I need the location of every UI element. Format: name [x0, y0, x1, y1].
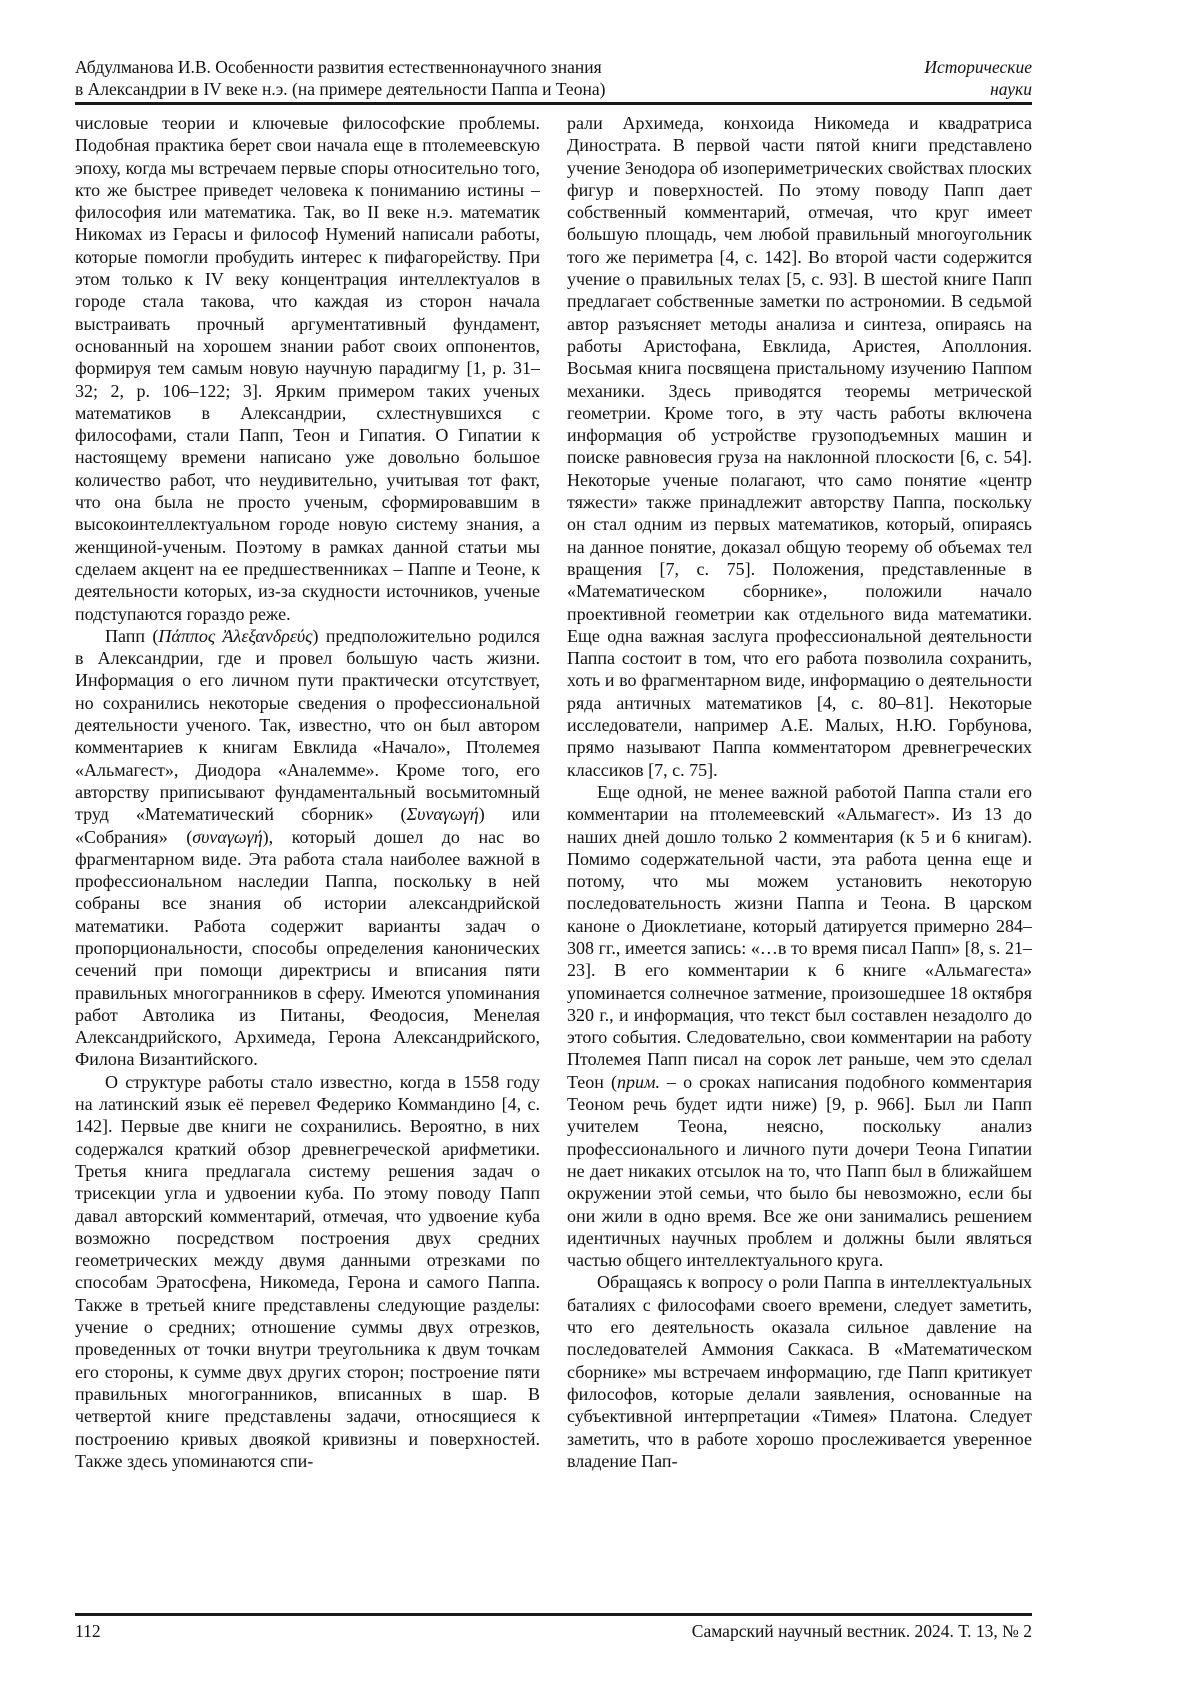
- running-header: [75, 56, 1032, 100]
- header-section-line2: науки: [990, 79, 1032, 99]
- text-run: Еще одной, не менее важной работой Паппа стали его комментарии на птолемеевский «Альмагест». Из 13 до наших дней дошло только 2 комментария (к 5 и 6 книгам). Помимо содержательной части, эта работа ценна еще и потому, что мы можем установить некоторую последовательность жизни Паппа и Теона. В царском каноне о Диоклетиане, который датируется примерно 284–308 гг., имеется запись: «…в то время писал Папп» [8, s. 21–23]. В его комментарии к 6 книге «Альмагеста» упоминается солнечное затмение, произошедшее 18 октября 320 г., и информация, что текст был составлен незадолго до этого события. Следовательно, свои комментарии на работу Птолемея Папп писал на сорок лет раньше, чем это сделал Теон (: [567, 781, 1032, 1092]
- text-run: ) или «Собрания» (: [75, 804, 540, 847]
- journal-citation: Самарский научный вестник. 2024. Т. 13, № 2: [691, 1621, 1032, 1641]
- text-run: числовые теории и ключевые философские проблемы. Подобная практика берет свои начала еще в птолемеевскую эпоху, когда мы встречаем первые споры относительно того, кто же быстрее приведет человека к пониманию истины – философия или математика. Так, во II веке н.э. математик Никомах из Герасы и философ Нумений написали работы, которые помогли пробудить интерес к пифагорейству. При этом только к IV веку концентрация интеллектуалов в городе стала такова, что каждая из сторон начала выстраивать прочный аргументативный фундамент, основанный на хорошем знании работ своих оппонентов, формируя тем самым новую научную парадигму [1, p. 31–32; 2, p. 106–122; 3]. Ярким примером таких ученых математиков в Александрии, схлестнувшихся с философами, стали Папп, Теон и Гипатия. О Гипатии к настоящему времени написано уже довольно большое количество работ, что неудивительно, учитывая тот факт, что она была не просто ученым, сформировавшим в высокоинтеллектуальном городе новую систему знания, а женщиной-ученым. Поэтому в рамках данной статьи мы сделаем акцент на ее предшественниках – Паппе и Теоне, к деятельности которых, из-за скудности источников, ученые подступаются гораздо реже.: [75, 113, 540, 624]
- page-footer: [75, 1620, 1032, 1642]
- italic-run: συναγωγή: [192, 826, 263, 847]
- text-run: ), который дошел до нас во фрагментарном виде. Эта работа стала наиболее важной в профессиональном наследии Паппа, поскольку в ней собраны все знания об истории александрийской математики. Работа содержит варианты задач о пропорциональности, способы определения канонических сечений при помощи директрисы и вписания пяти правильных многогранников в сферу. Имеются упоминания работ Автолика из Питаны, Феодосия, Менелая Александрийского, Архимеда, Герона Александрийского, Филона Византийского.: [75, 826, 540, 1070]
- text-run: ) предположительно родился в Александрии, где и провел большую часть жизни. Информация о его личном пути практически отсутствует, но сохранились некоторые сведения о профессиональной деятельности ученого. Так, известно, что он был автором комментариев к книгам Евклида «Начало», Птолемея «Альмагест», Диодора «Аналемме». Кроме того, его авторству приписывают фундаментальный восьмитомный труд «Математический сборник» (: [75, 625, 540, 825]
- text-run: О структуре работы стало известно, когда в 1558 году на латинский язык её перевел Федерико Коммандино [4, с. 142]. Первые две книги не сохранились. Вероятно, в них содержался краткий обзор древнегреческой арифметики. Третья книга предлагала систему решения задач о трисекции угла и удвоении куба. По этому поводу Папп давал авторский комментарий, отмечая, что удвоение куба возможно посредством построения двух средних геометрических между двумя данными отрезками по способам Эратосфена, Никомеда, Герона и самого Паппа. Также в третьей книге представлены следующие разделы: учение о средних; отношение суммы двух отрезков, проведенных от точки внутри треугольника к двум точкам его стороны, к сумме двух других сторон; построение пяти правильных многогранников, вписанных в шар. В четвертой книге представлены задачи, относящиеся к построению кривых двоякой кривизны и поверхностей. Также здесь упоминаются спи-: [75, 1071, 540, 1471]
- text-column-right: [567, 112, 1032, 1609]
- paragraph: [75, 1071, 540, 1472]
- header-author-title-line1: Абдулманова И.В. Особенности развития естественнонаучного знания: [75, 57, 602, 77]
- paragraph: [567, 112, 1032, 781]
- text-run: – о сроках написания подобного комментария Теоном речь будет идти ниже) [9, p. 966]. Был ли Папп учителем Теона, неясно, поскольку анализ профессионального и личного пути дочери Теона Гипатии не дает никаких отсылок на то, что Папп был в ближайшем окружении этой семьи, что было бы невозможно, если бы они жили в одно время. Все же они занимались решением идентичных научных проблем и должны были являться частью общего интеллектуального круга.: [567, 1071, 1032, 1271]
- italic-run: прим.: [616, 1071, 660, 1092]
- header-section-line1: Исторические: [924, 57, 1032, 77]
- text-run: рали Архимеда, конхоида Никомеда и квадратриса Динострата. В первой части пятой книги представлено учение Зенодора об изопериметрических свойствах плоских фигур и поверхностей. По этому поводу Папп дает собственный комментарий, отмечая, что круг имеет большую площадь, чем любой правильный многоугольник того же периметра [4, с. 142]. Во второй части содержится учение о правильных телах [5, с. 93]. В шестой книге Папп предлагает собственные заметки по астрономии. В седьмой автор разъясняет методы анализа и синтеза, опираясь на работы Аристофана, Евклида, Аристея, Аполлония. Восьмая книга посвящена пристальному изучению Паппом механики. Здесь приводятся теоремы метрической геометрии. Кроме того, в эту часть работы включена информация об устройстве грузоподъемных машин и поиске равновесия груза на наклонной плоскости [6, с. 54]. Некоторые ученые полагают, что само понятие «центр тяжести» также принадлежит авторству Паппа, поскольку он стал одним из первых математиков, который, опираясь на данное понятие, доказал общую теорему об объемах тел вращения [7, с. 75]. Положения, представленные в «Математическом сборнике», положили начало проективной геометрии как отдельного вида математики. Еще одна важная заслуга профессиональной деятельности Паппа состоит в том, что его работа позволила сохранить, хоть и во фрагментарном виде, информацию о деятельности ряда античных математиков [4, с. 80–81]. Некоторые исследователи, например А.Е. Малых, Н.Ю. Горбунова, прямо называют Паппа комментатором древнегреческих классиков [7, с. 75].: [567, 113, 1032, 780]
- text-run: Папп (: [105, 625, 159, 646]
- text-run: Обращаясь к вопросу о роли Паппа в интеллектуальных баталиях с философами своего времени, следует заметить, что его деятельность оказала сильное давление на последователей Аммония Саккаса. В «Математическом сборнике» мы встречаем информацию, где Папп критикует философов, которые делали заявления, основанные на субъективной интерпретации «Тимея» Платона. Следует заметить, что в работе хорошо прослеживается уверенное владение Пап-: [567, 1272, 1032, 1471]
- running-header-left: [75, 56, 605, 100]
- running-header-right: [924, 56, 1032, 100]
- paragraph: [567, 781, 1032, 1272]
- paragraph: [75, 112, 540, 625]
- page-number: 112: [75, 1621, 101, 1641]
- header-rule: [75, 102, 1032, 105]
- paragraph: [567, 1271, 1032, 1472]
- italic-run: Πάππος Ἀλεξανδρεύς: [158, 625, 313, 646]
- italic-run: Συναγωγή: [406, 804, 479, 825]
- header-author-title-line2: в Александрии в IV веке н.э. (на примере деятельности Паппа и Теона): [75, 79, 606, 99]
- article-body: [75, 112, 1032, 1609]
- paragraph: [75, 625, 540, 1071]
- footer-rule: [75, 1613, 1032, 1616]
- text-column-left: [75, 112, 540, 1609]
